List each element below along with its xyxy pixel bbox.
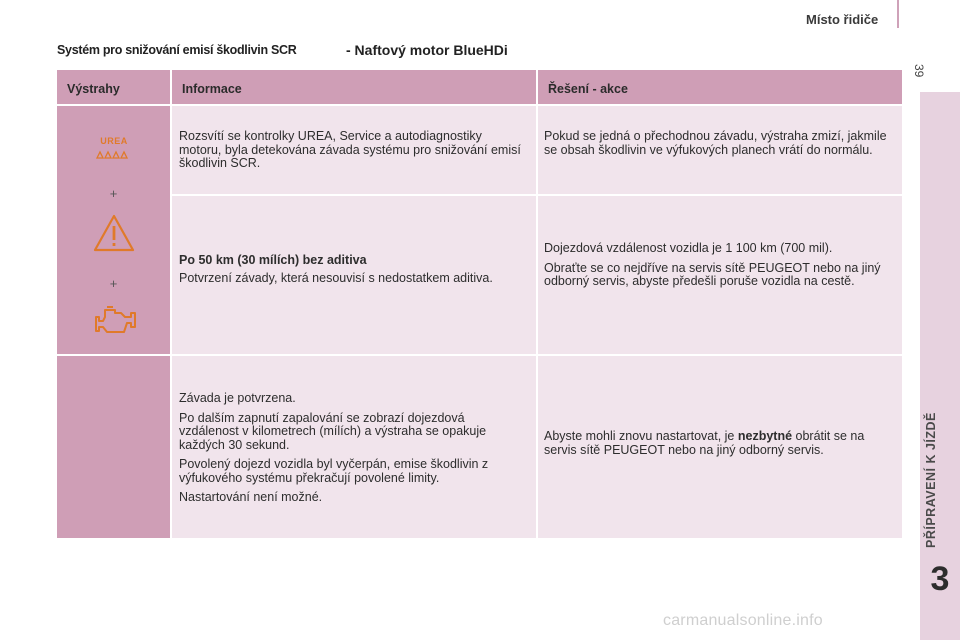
header-divider	[897, 0, 899, 28]
row-2-solution-text-2: Obraťte se co nejdříve na servis sítě PEUGEOT nebo na jiný odborný servis, abyste předešli poruše vozidla na cestě.	[544, 260, 881, 288]
warning-icons-cell	[57, 106, 170, 354]
row-2-solution-text-1: Dojezdová vzdálenost vozidla je 1 100 km (700 mil).	[544, 241, 833, 255]
page-header-title: Místo řidiče	[806, 12, 879, 27]
chapter-title: PŘÍPRAVENÍ K JÍZDĚ	[924, 412, 938, 548]
row-2-information	[172, 196, 536, 354]
column-header-information: Informace	[172, 70, 536, 104]
column-header-solution: Řešení - akce	[538, 70, 902, 104]
row-2-info-heading: Po 50 km (30 mílích) bez aditiva	[179, 253, 367, 267]
page-number: 39	[912, 64, 926, 78]
section-title: Systém pro snižování emisí škodlivin SCR	[57, 43, 297, 57]
warnings-table	[57, 70, 902, 540]
row-2-solution	[538, 196, 902, 354]
row-1-information	[172, 106, 536, 194]
row-3-info-text-1: Závada je potvrzena.	[179, 391, 296, 405]
row-1-solution	[538, 106, 902, 194]
plus-sign: +	[109, 186, 118, 201]
row-3-info-text-4: Nastartování není možné.	[179, 490, 323, 504]
warning-icons-cell-empty	[57, 356, 170, 538]
row-1-info-text: Rozsvítí se kontrolky UREA, Service a autodiagnostiky motoru, byla detekována závada systému pro snižování emisí škodlivin SCR.	[179, 129, 521, 170]
urea-icon: UREA	[95, 136, 133, 164]
chapter-number: 3	[930, 560, 950, 598]
service-warning-icon	[93, 214, 135, 257]
section-subtitle: - Naftový motor BlueHDi	[346, 42, 508, 58]
row-3-info-text-3: Povolený dojezd vozidla byl vyčerpán, emise škodlivin z výfukového systému překračují povolené limity.	[179, 457, 489, 485]
row-3-info-text-2: Po dalším zapnutí zapalování se zobrazí dojezdová vzdálenost v kilometrech (mílích) a výstraha se opakuje každých 30 sekund.	[179, 410, 487, 452]
watermark: carmanualsonline.info	[663, 612, 823, 629]
chapter-side-strip	[920, 92, 960, 640]
plus-sign: +	[109, 276, 118, 291]
row-3-information	[172, 356, 536, 538]
engine-check-icon	[93, 302, 139, 341]
row-2-info-text: Potvrzení závady, která nesouvisí s nedostatkem aditiva.	[179, 270, 493, 285]
row-3-solution-text: Abyste mohli znovu nastartovat, je nezbytné obrátit se na servis sítě PEUGEOT nebo na jiný odborný servis.	[544, 429, 865, 457]
row-3-solution	[538, 356, 902, 538]
column-header-warnings: Výstrahy	[57, 70, 170, 104]
row-1-solution-text: Pokud se jedná o přechodnou závadu, výstraha zmizí, jakmile se obsah škodlivin ve výfukových planech vrátí do normálu.	[544, 129, 887, 157]
